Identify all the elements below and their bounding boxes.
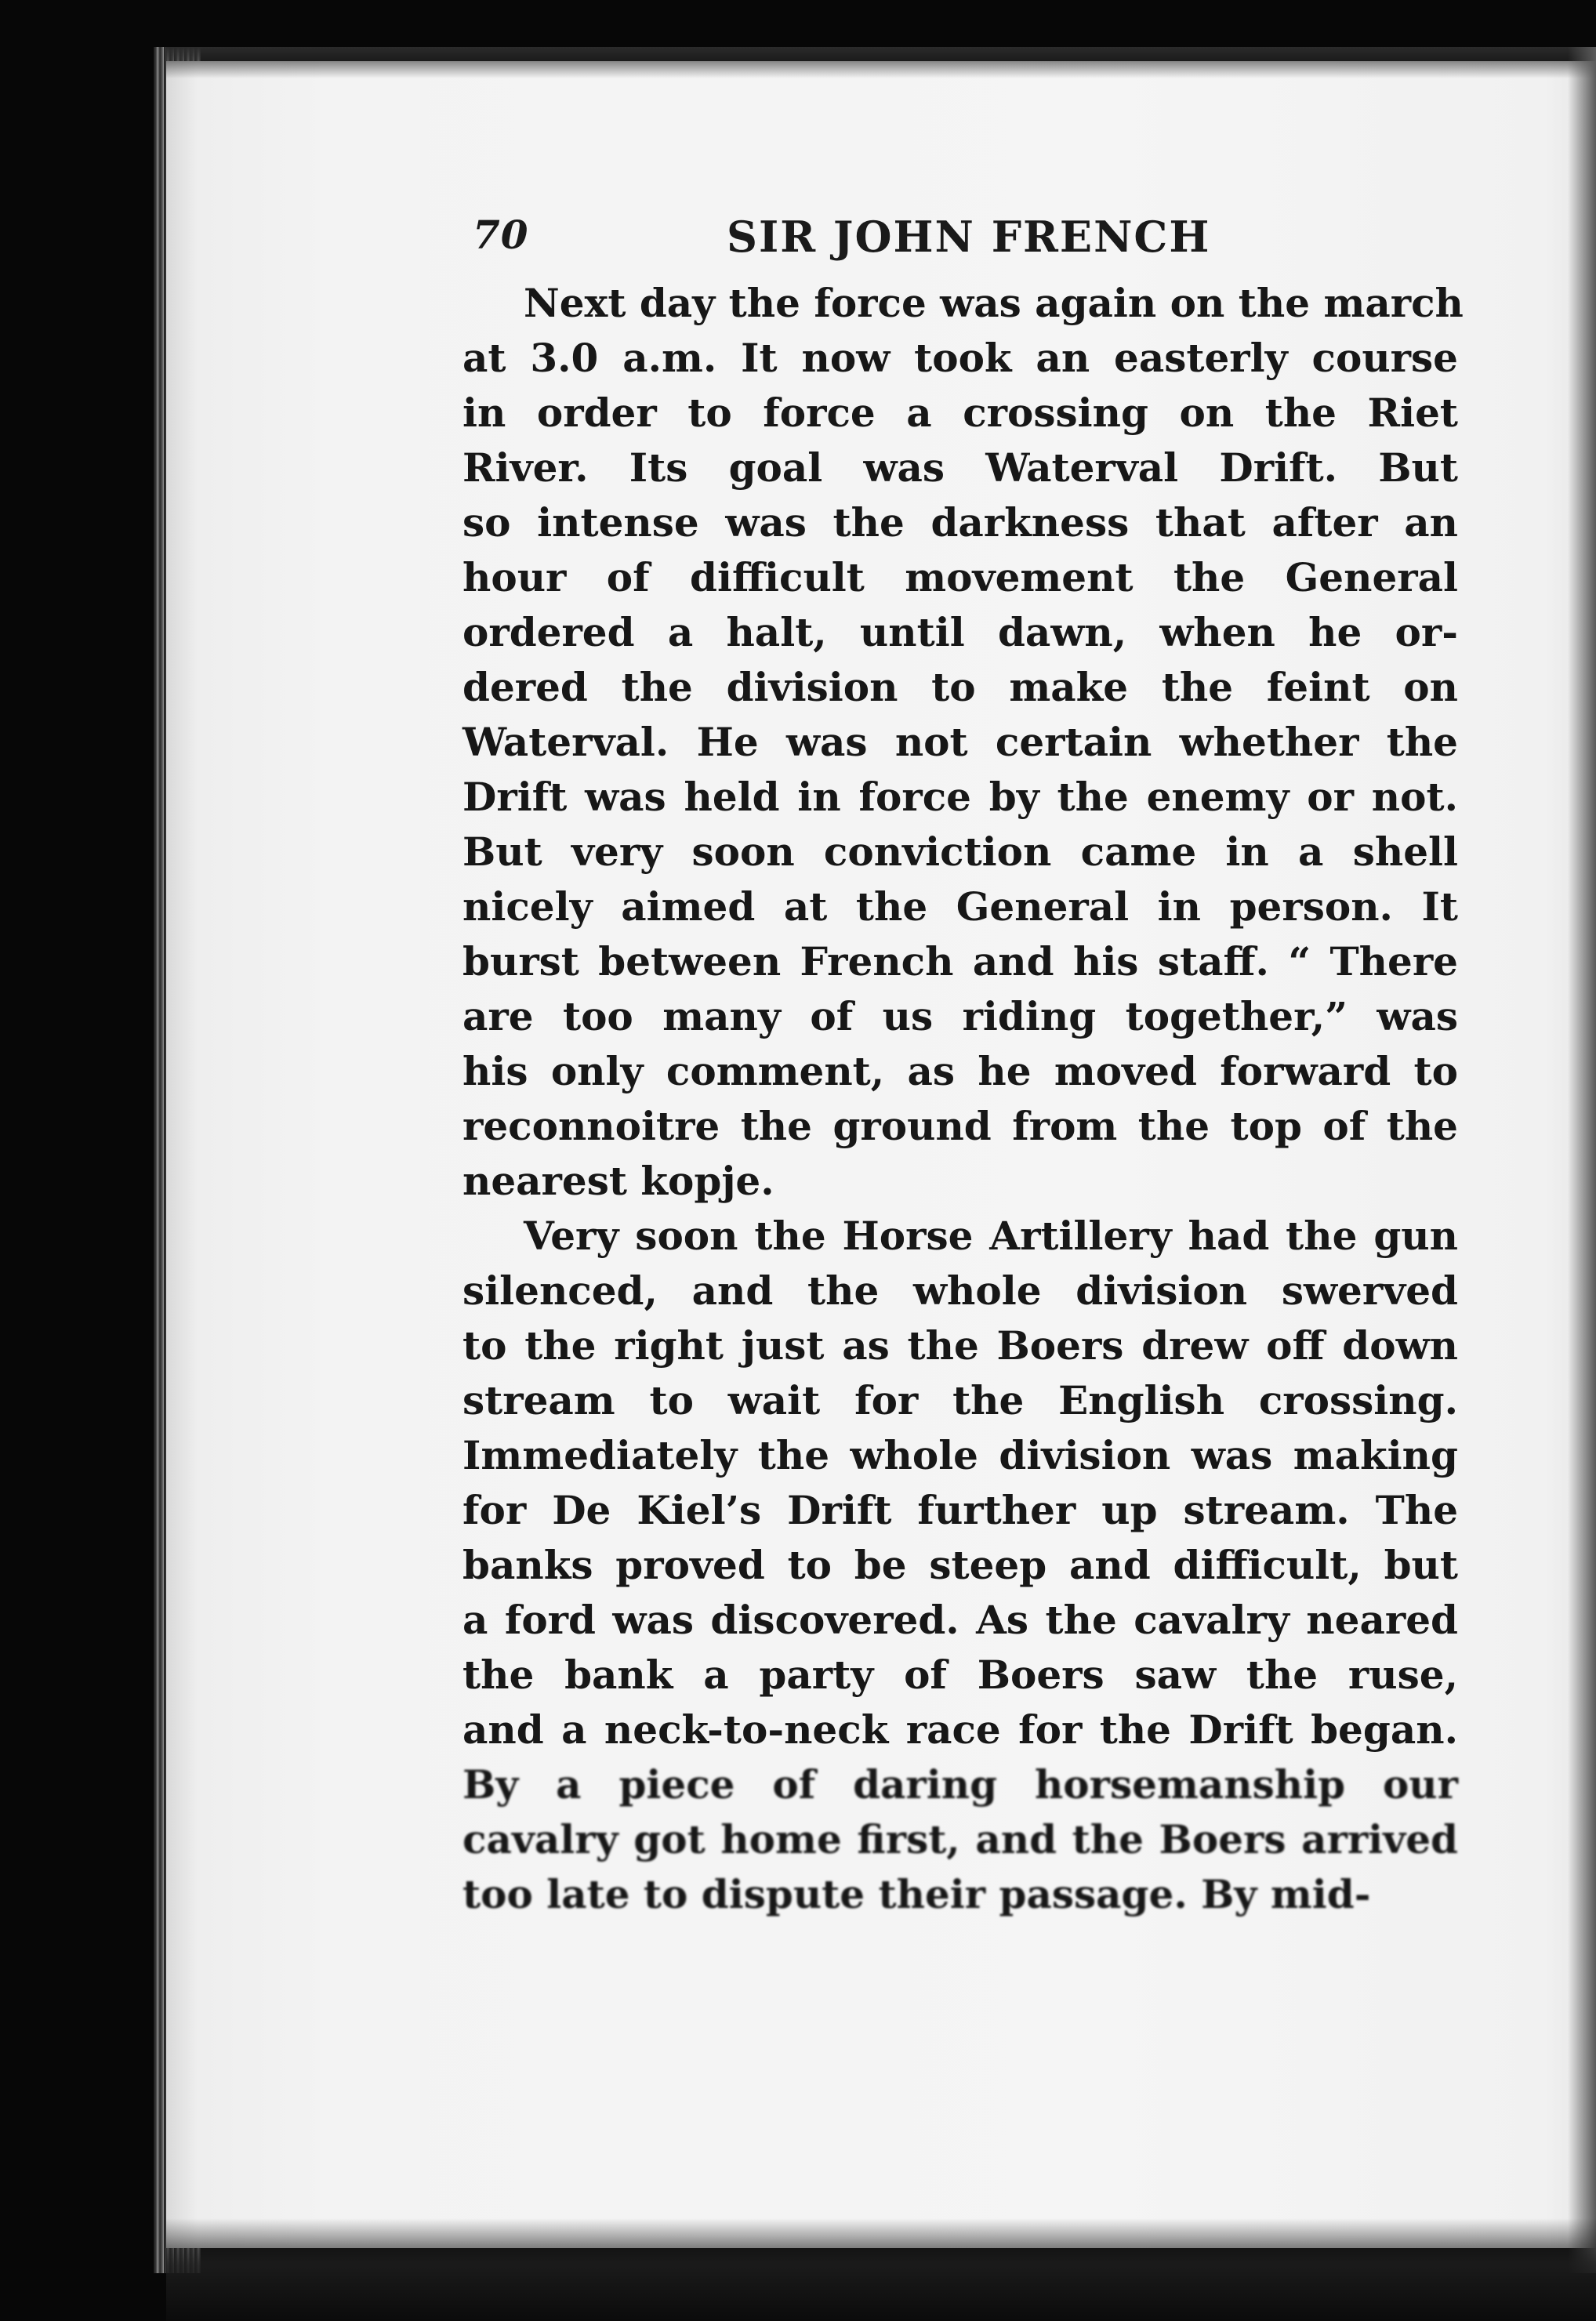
text-line: Immediately the whole division was making [462,1432,1458,1478]
text-line: Very soon the Horse Artillery had the gun [524,1213,1458,1259]
text-line: so intense was the darkness that after an [462,499,1458,546]
text-line: Next day the force was again on the march [524,280,1464,326]
text-line: ordered a halt, until dawn, when he or- [462,609,1458,655]
paragraph-1 [462,276,1464,1209]
text-line: banks proved to be steep and difficult, but [462,1542,1458,1588]
text-line: at 3.0 a.m. It now took an easterly course [462,335,1458,381]
text-line: River. Its goal was Waterval Drift. But [462,444,1458,491]
right-edge-shadow [1568,47,1596,2273]
page-header [473,212,1460,268]
text-line: too late to dispute their passage. By mid- [462,1871,1371,1917]
text-line: silenced, and the whole division swerved [462,1267,1458,1314]
text-line: are too many of us riding together,” was [462,993,1458,1039]
text-line: his only comment, as he moved forward to [462,1048,1458,1094]
text-line: the bank a party of Boers saw the ruse, [462,1652,1458,1698]
top-edge-shadow [166,47,1596,78]
text-line: stream to wait for the English crossing. [462,1377,1458,1423]
body-text [462,276,1464,1922]
bottom-edge-shadow [166,2218,1596,2321]
text-line: cavalry got home first, and the Boers arrived [462,1816,1458,1862]
page-number: 70 [473,212,529,258]
text-line: for De Kiel’s Drift further up stream. The [462,1487,1458,1533]
text-line: and a neck-to-neck race for the Drift began. [462,1706,1458,1753]
text-line: nearest kopje. [462,1158,774,1204]
text-line: burst between French and his staff. “ There [462,938,1458,985]
text-line: By a piece of daring horsemanship our [462,1761,1458,1808]
text-line: reconnoitre the ground from the top of the [462,1103,1458,1149]
running-head: SIR JOHN FRENCH [727,212,1211,262]
text-line: in order to force a crossing on the Riet [462,390,1458,436]
text-line: Drift was held in force by the enemy or not. [462,774,1458,820]
text-line: a ford was discovered. As the cavalry neared [462,1597,1458,1643]
text-line: to the right just as the Boers drew off down [462,1322,1458,1369]
text-line: nicely aimed at the General in person. It [462,883,1458,930]
text-line: But very soon conviction came in a shell [462,829,1458,875]
text-line: dered the division to make the feint on [462,664,1458,710]
text-line: hour of difficult movement the General [462,554,1458,600]
paragraph-2 [462,1209,1458,1922]
text-line: Waterval. He was not certain whether the [462,719,1458,765]
